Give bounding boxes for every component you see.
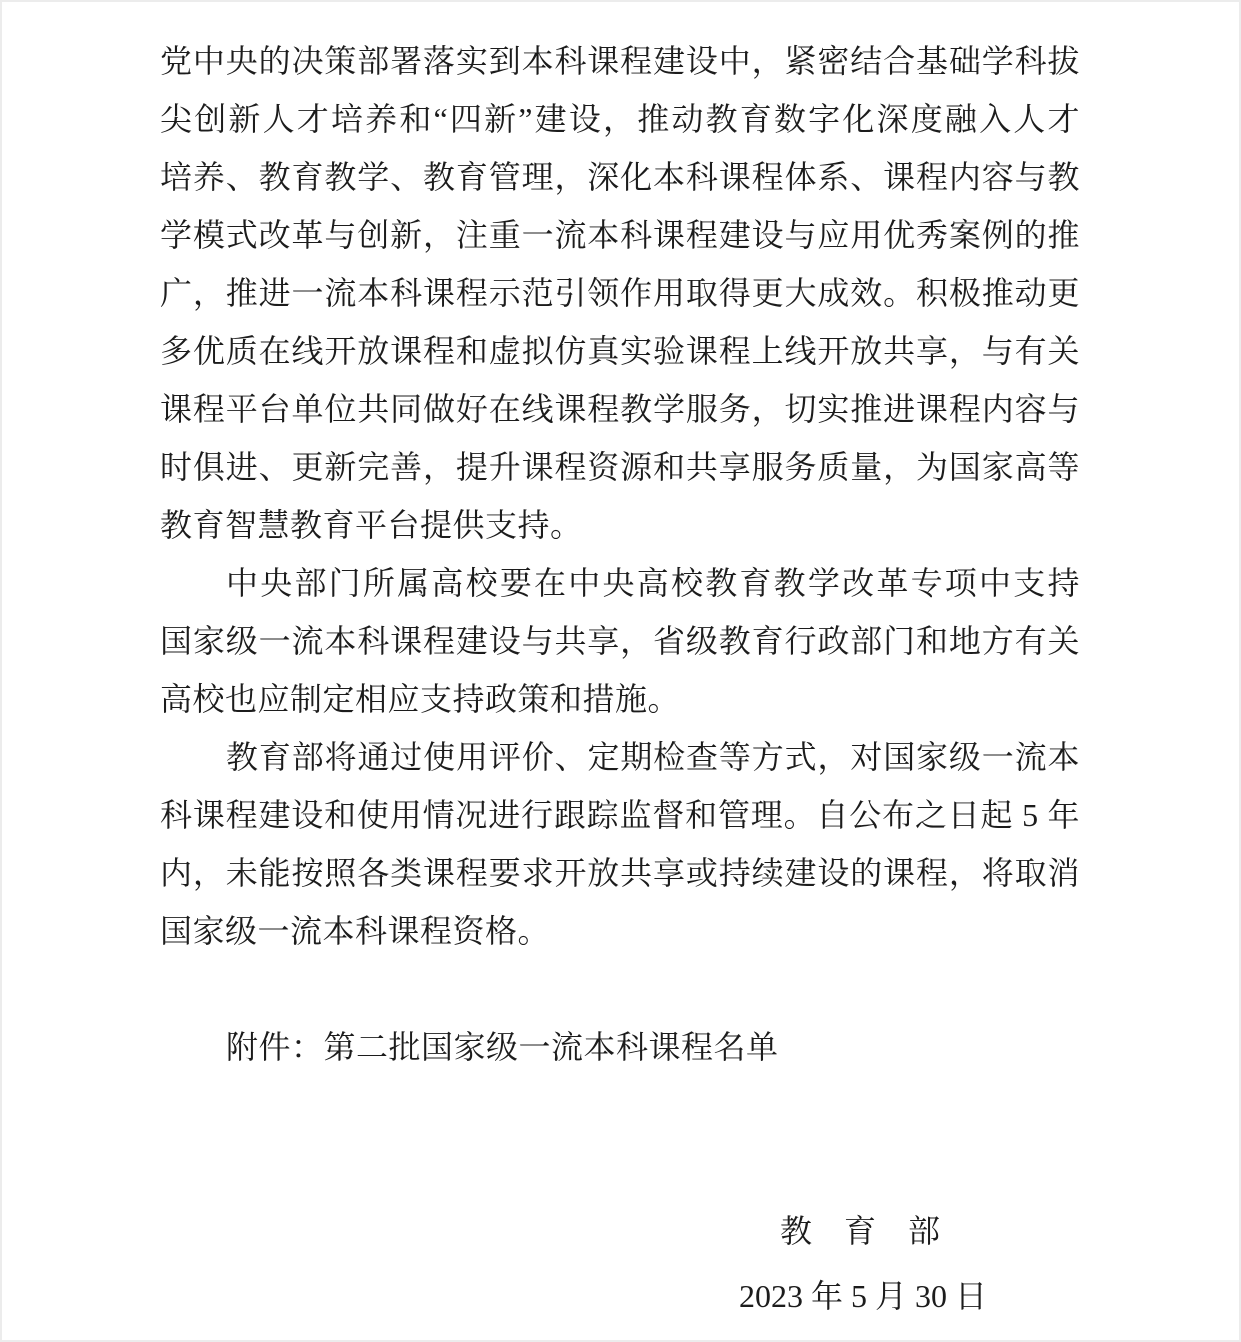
paragraph-line: 时俱进、更新完善，提升课程资源和共享服务质量，为国家高等 <box>160 449 1080 485</box>
date-line: 2023 年 5 月 30 日 <box>738 1278 987 1314</box>
paragraph-line: 党中央的决策部署落实到本科课程建设中，紧密结合基础学科拔 <box>160 43 1080 79</box>
blank-gap <box>160 1076 1080 1202</box>
blank-line <box>160 960 1080 1018</box>
paragraph-line: 内，未能按照各类课程要求开放共享或持续建设的课程，将取消 <box>160 855 1080 891</box>
paragraph-line: 尖创新人才培养和“四新”建设，推动教育数字化深度融入人才 <box>160 101 1080 137</box>
paragraph-line: 中央部门所属高校要在中央高校教育教学改革专项中支持 <box>226 565 1080 601</box>
paragraph-line: 多优质在线开放课程和虚拟仿真实验课程上线开放共享，与有关 <box>160 333 1080 369</box>
paragraph-line: 广，推进一流本科课程示范引领作用取得更大成效。积极推动更 <box>160 275 1080 311</box>
paragraph-line: 国家级一流本科课程建设与共享，省级教育行政部门和地方有关 <box>160 623 1080 659</box>
paragraph-line: 国家级一流本科课程资格。 <box>160 913 551 949</box>
paragraph-line: 科课程建设和使用情况进行跟踪监督和管理。自公布之日起 5 年 <box>160 797 1080 833</box>
attachment-line: 附件：第二批国家级一流本科课程名单 <box>226 1029 779 1065</box>
paragraph-line: 教育部将通过使用评价、定期检查等方式，对国家级一流本 <box>226 739 1080 775</box>
paragraph-line: 课程平台单位共同做好在线课程教学服务，切实推进课程内容与 <box>160 391 1080 427</box>
paragraph-line: 培养、教育教学、教育管理，深化本科课程体系、课程内容与教 <box>160 159 1080 195</box>
signature-line: 教 育 部 <box>779 1213 940 1249</box>
paragraph-line: 高校也应制定相应支持政策和措施。 <box>160 681 681 717</box>
paragraph-line: 学模式改革与创新，注重一流本科课程建设与应用优秀案例的推 <box>160 217 1080 253</box>
paragraph-line: 教育智慧教育平台提供支持。 <box>160 507 583 543</box>
document-text-block <box>160 32 1080 1325</box>
